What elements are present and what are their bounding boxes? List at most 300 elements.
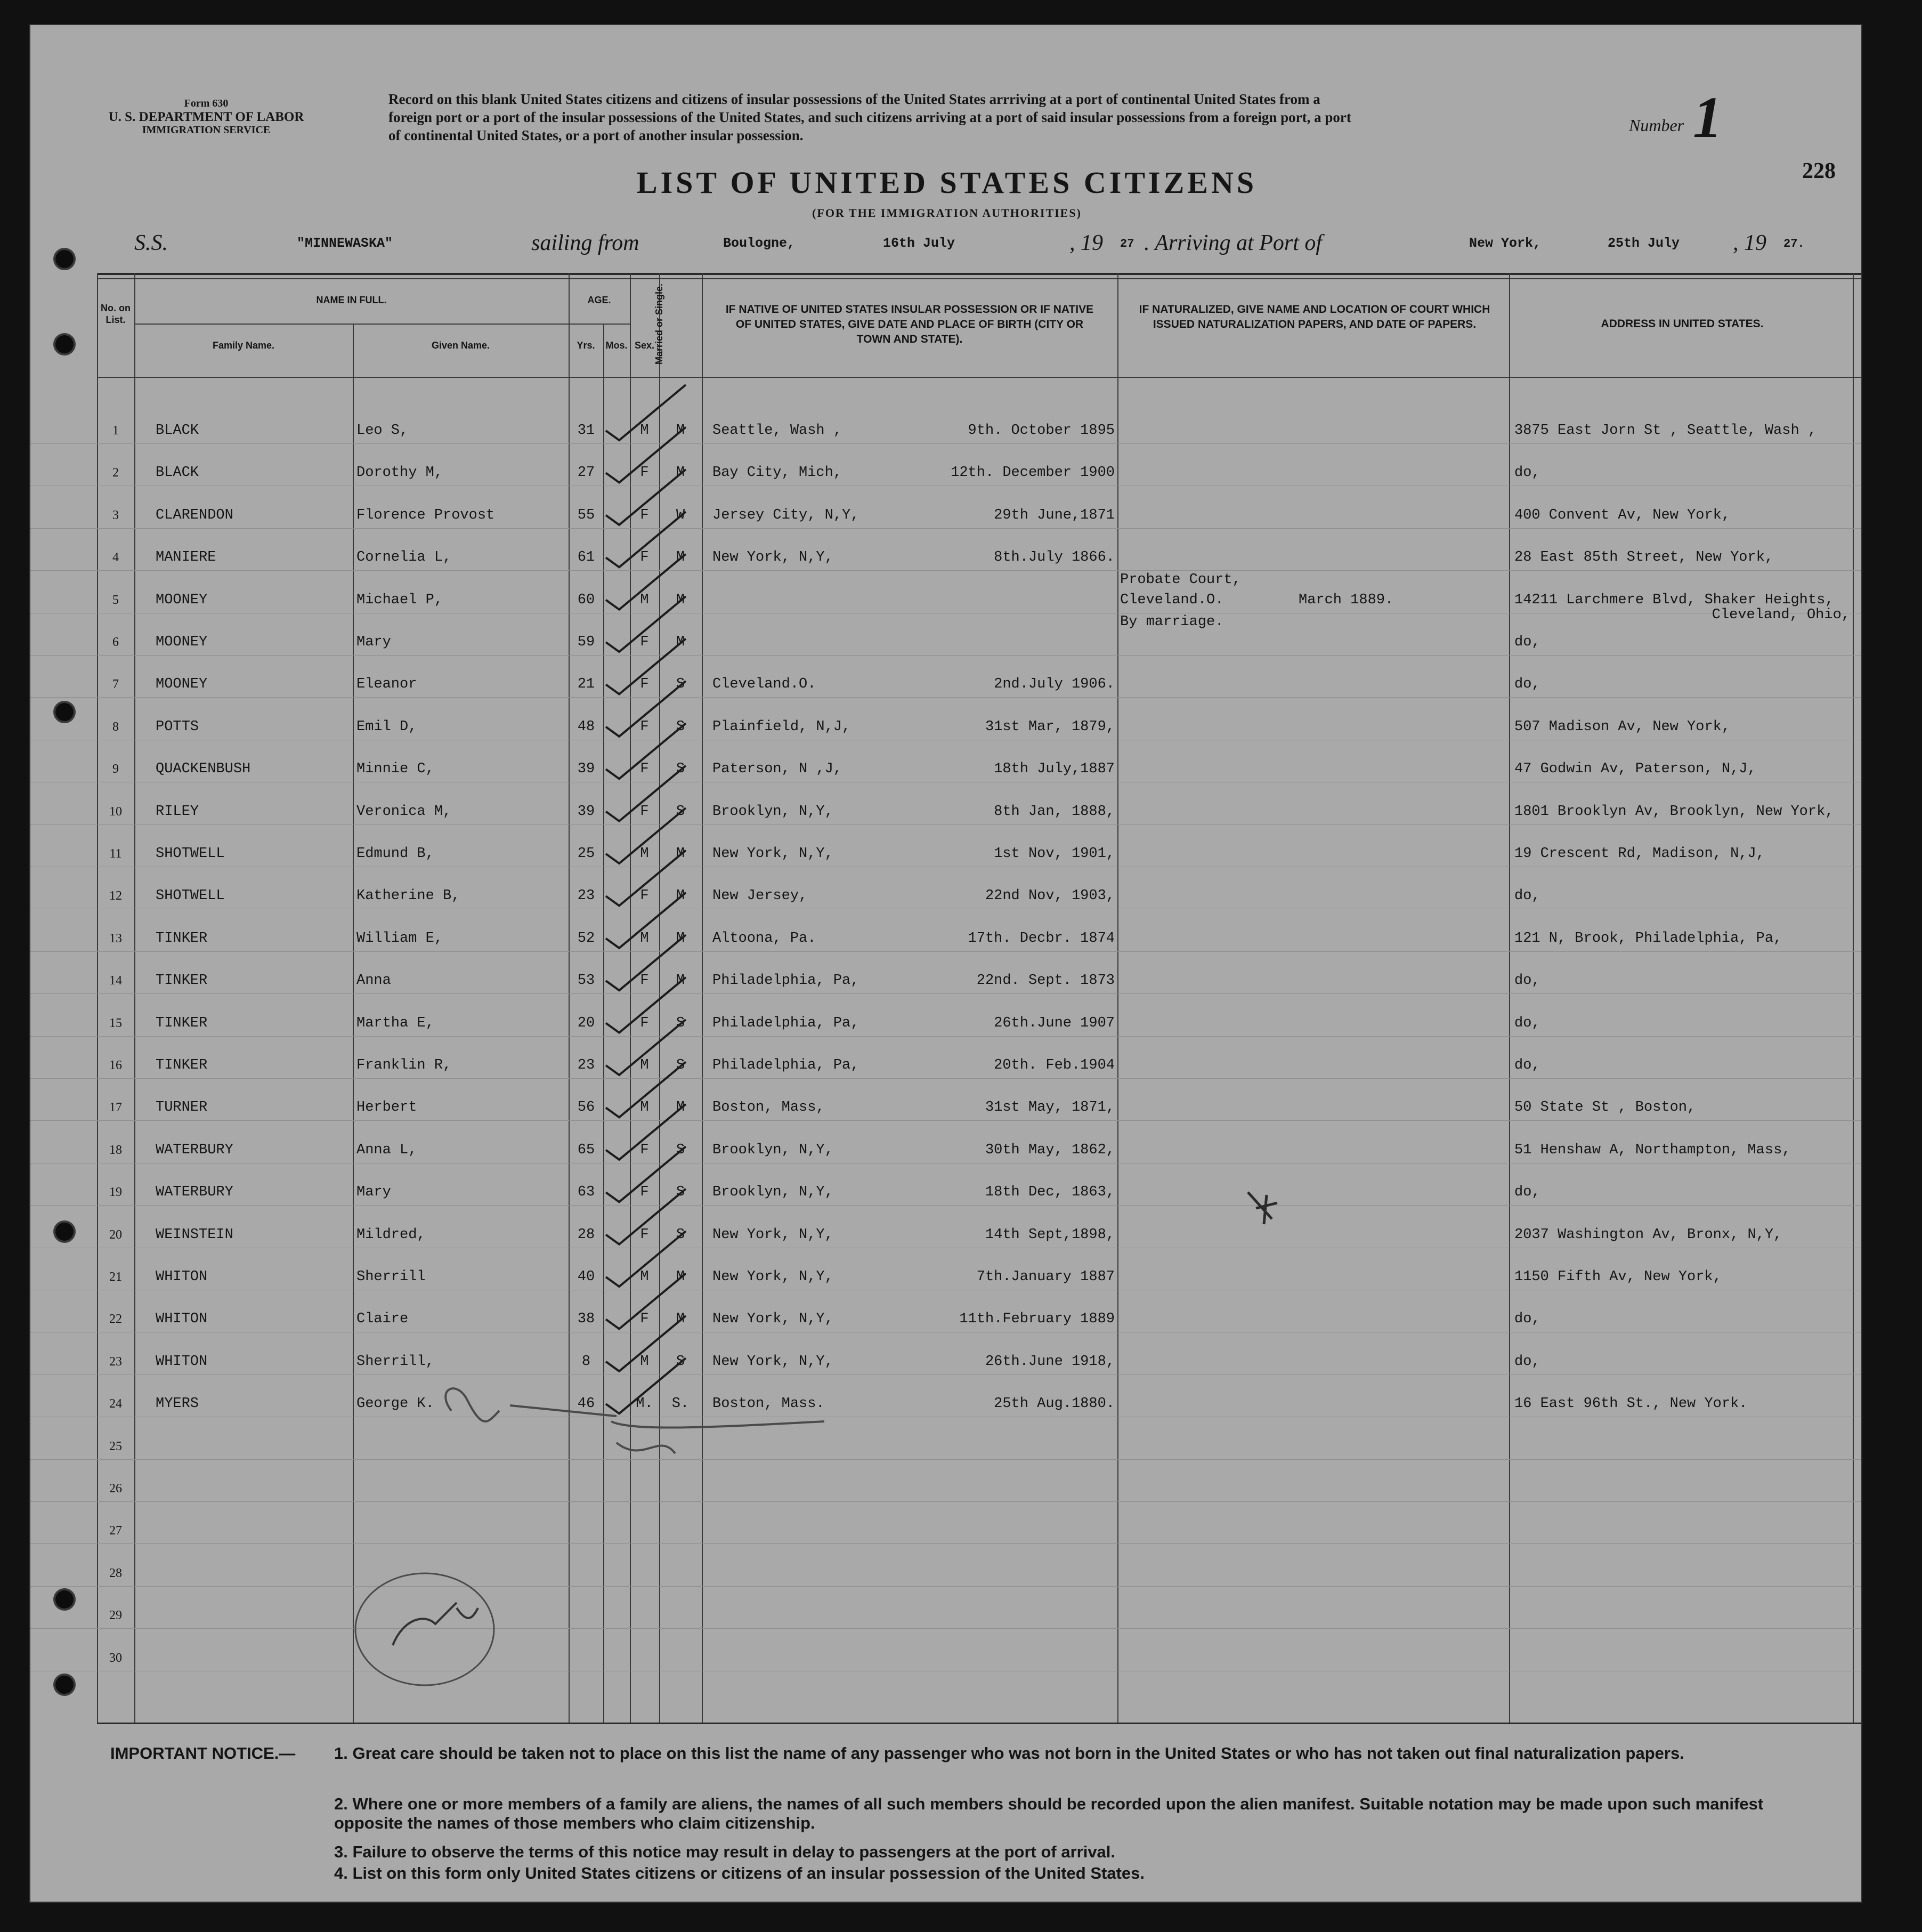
cell-sex: F bbox=[640, 888, 649, 904]
cell-address-continued: Cleveland, Ohio, bbox=[1712, 607, 1850, 623]
document-title: LIST OF UNITED STATES CITIZENS bbox=[636, 165, 1258, 200]
cell-family-name: QUACKENBUSH bbox=[156, 761, 251, 778]
cell-age-years: 31 bbox=[577, 423, 595, 439]
cell-sex: M. bbox=[636, 1396, 653, 1412]
cell-row-number: 20 bbox=[109, 1227, 122, 1242]
cell-sex: F bbox=[640, 634, 649, 650]
cell-age-years: 40 bbox=[577, 1269, 595, 1285]
cell-birth-place: Philadelphia, Pa, bbox=[712, 1015, 859, 1031]
cell-sex: M bbox=[640, 423, 649, 439]
cell-given-name: Sherrill, bbox=[356, 1353, 434, 1370]
cell-sex: M bbox=[640, 930, 649, 947]
cell-naturalization-location: Cleveland.O. bbox=[1120, 592, 1224, 608]
cell-sex: M bbox=[640, 592, 649, 608]
cell-birth-place: New Jersey, bbox=[712, 888, 808, 904]
cell-row-number: 18 bbox=[109, 1143, 122, 1157]
cell-age-years: 39 bbox=[577, 803, 595, 820]
cell-row-number: 15 bbox=[109, 1016, 122, 1030]
cell-marital-status: S bbox=[676, 1015, 685, 1031]
cell-birth-date: 20th. Feb.1904 bbox=[994, 1057, 1115, 1073]
check-mark bbox=[606, 1104, 686, 1160]
cell-sex: F bbox=[640, 718, 649, 735]
cell-family-name: SHOTWELL bbox=[156, 846, 225, 862]
cell-age-years: 20 bbox=[577, 1015, 595, 1031]
cell-marital-status: S bbox=[676, 1142, 685, 1158]
cell-address: do, bbox=[1514, 1353, 1540, 1370]
cell-birth-place: Plainfield, N,J, bbox=[712, 718, 851, 735]
cell-address: do, bbox=[1514, 1311, 1540, 1328]
cell-sex: F bbox=[640, 676, 649, 693]
cell-row-number: 30 bbox=[109, 1651, 122, 1665]
cell-family-name: WHITON bbox=[156, 1311, 208, 1328]
cell-family-name: MYERS bbox=[156, 1396, 199, 1412]
cell-marital-status: M bbox=[676, 888, 685, 904]
check-mark bbox=[606, 808, 686, 863]
cell-birth-place: Philadelphia, Pa, bbox=[712, 1057, 859, 1073]
instructions-line: foreign port or a port of the insular possessions of the United States, and such citizens arriving at a port of said insular possessions from a foreign port, a port bbox=[388, 109, 1351, 125]
cell-address: 51 Henshaw A, Northampton, Mass, bbox=[1514, 1142, 1791, 1158]
cell-age-years: 38 bbox=[577, 1311, 595, 1328]
cell-row-number: 24 bbox=[109, 1397, 122, 1411]
cell-marital-status: S bbox=[676, 676, 685, 693]
cell-naturalization-court: Probate Court, bbox=[1120, 571, 1241, 588]
cell-sex: F bbox=[640, 507, 649, 523]
cell-address: 121 N, Brook, Philadelphia, Pa, bbox=[1514, 930, 1782, 947]
cell-birth-date: 12th. December 1900 bbox=[951, 465, 1115, 481]
cell-age-years: 63 bbox=[577, 1184, 595, 1201]
page-number: 228 bbox=[1802, 159, 1836, 183]
year-from: 27 bbox=[1120, 237, 1134, 250]
cell-address: do, bbox=[1514, 1057, 1540, 1073]
cell-birth-date: 11th.February 1889 bbox=[959, 1311, 1115, 1328]
notice-item: 3. Failure to observe the terms of this notice may result in delay to passengers at the port of arrival. bbox=[334, 1842, 1116, 1861]
ship-name: "MINNEWASKA" bbox=[297, 236, 393, 251]
binder-hole bbox=[53, 1674, 76, 1696]
cell-row-number: 27 bbox=[109, 1524, 122, 1538]
cell-naturalization-date: March 1889. bbox=[1299, 592, 1394, 608]
cell-address: do, bbox=[1514, 634, 1540, 650]
number-label: Number bbox=[1629, 116, 1684, 135]
cell-sex: M bbox=[640, 846, 649, 862]
cell-address: 14211 Larchmere Blvd, Shaker Heights, bbox=[1514, 592, 1834, 608]
cell-age-years: 21 bbox=[577, 676, 595, 693]
check-mark bbox=[606, 1146, 686, 1202]
cell-address: 400 Convent Av, New York, bbox=[1514, 507, 1731, 523]
cell-row-number: 21 bbox=[109, 1270, 122, 1284]
cell-marital-status: S bbox=[676, 803, 685, 820]
cell-marital-status: M bbox=[676, 592, 685, 608]
cell-birth-place: Boston, Mass. bbox=[712, 1396, 825, 1412]
ss-label: S.S. bbox=[134, 231, 168, 255]
cell-row-number: 25 bbox=[109, 1439, 122, 1453]
year-prefix: , 19 bbox=[1069, 231, 1103, 255]
cell-birth-date: 9th. October 1895 bbox=[968, 423, 1115, 439]
cell-birth-place: New York, N,Y, bbox=[712, 1353, 833, 1370]
check-mark bbox=[606, 1273, 686, 1329]
cell-given-name: Edmund B, bbox=[356, 846, 434, 862]
cell-age-years: 59 bbox=[577, 634, 595, 650]
cell-address: 19 Crescent Rd, Madison, N,J, bbox=[1514, 846, 1765, 862]
cell-sex: F bbox=[640, 549, 649, 566]
port-from: Boulogne, bbox=[723, 236, 796, 251]
cell-address: 47 Godwin Av, Paterson, N,J, bbox=[1514, 761, 1756, 778]
cell-family-name: TINKER bbox=[156, 1057, 208, 1073]
check-mark bbox=[606, 1316, 686, 1371]
cell-address: do, bbox=[1514, 465, 1540, 481]
port-to: New York, bbox=[1469, 236, 1542, 251]
cell-row-number: 12 bbox=[109, 889, 122, 903]
cell-given-name: Herbert bbox=[356, 1100, 417, 1116]
cell-given-name: Claire bbox=[356, 1311, 409, 1328]
check-mark bbox=[606, 1358, 686, 1413]
cell-birth-place: New York, N,Y, bbox=[712, 549, 833, 566]
year-prefix-arrival: , 19 bbox=[1733, 231, 1766, 255]
cell-row-number: 3 bbox=[112, 508, 119, 522]
cell-age-years: 23 bbox=[577, 1057, 595, 1073]
cell-marital-status: M bbox=[676, 1311, 685, 1328]
cell-birth-place: Boston, Mass, bbox=[712, 1100, 825, 1116]
cell-marital-status: S bbox=[676, 1184, 685, 1201]
cell-birth-date: 14th Sept,1898, bbox=[985, 1226, 1115, 1243]
check-mark bbox=[606, 766, 686, 821]
cell-given-name: Sherrill bbox=[356, 1269, 426, 1285]
cell-family-name: BLACK bbox=[156, 465, 199, 481]
cell-given-name: Emil D, bbox=[356, 718, 417, 735]
cell-age-years: 53 bbox=[577, 973, 595, 989]
cell-row-number: 6 bbox=[112, 635, 119, 649]
cell-marital-status: S bbox=[676, 1353, 685, 1370]
document-subtitle: (FOR THE IMMIGRATION AUTHORITIES) bbox=[812, 206, 1082, 220]
cell-address: do, bbox=[1514, 1184, 1540, 1201]
cell-given-name: Mary bbox=[356, 634, 391, 650]
date-from: 16th July bbox=[883, 236, 955, 251]
cell-family-name: WATERBURY bbox=[156, 1184, 233, 1201]
cell-birth-date: 8th Jan, 1888, bbox=[994, 803, 1115, 820]
cell-marital-status: S bbox=[676, 1057, 685, 1073]
cell-family-name: BLACK bbox=[156, 423, 199, 439]
date-to: 25th July bbox=[1608, 236, 1680, 251]
cell-family-name: CLARENDON bbox=[156, 507, 233, 523]
cell-family-name: SHOTWELL bbox=[156, 888, 225, 904]
cell-given-name: Leo S, bbox=[356, 423, 409, 439]
cell-marital-status: M bbox=[676, 1269, 685, 1285]
cell-given-name: Dorothy M, bbox=[356, 465, 443, 481]
cell-family-name: POTTS bbox=[156, 718, 199, 735]
check-mark bbox=[606, 512, 686, 567]
check-mark bbox=[606, 385, 686, 440]
cell-row-number: 28 bbox=[109, 1566, 122, 1580]
cell-address: 28 East 85th Street, New York, bbox=[1514, 549, 1774, 566]
cell-birth-place: Brooklyn, N,Y, bbox=[712, 1142, 833, 1158]
header-months: Mos. bbox=[605, 340, 628, 351]
binder-hole bbox=[53, 701, 76, 723]
cell-sex: F bbox=[640, 1184, 649, 1201]
cell-birth-place: New York, N,Y, bbox=[712, 1311, 833, 1328]
cell-birth-place: New York, N,Y, bbox=[712, 1269, 833, 1285]
cell-marital-status: M bbox=[676, 973, 685, 989]
cell-given-name: Florence Provost bbox=[356, 507, 495, 523]
cell-age-years: 52 bbox=[577, 930, 595, 947]
cell-given-name: Mildred, bbox=[356, 1226, 426, 1243]
cell-given-name: Franklin R, bbox=[356, 1057, 452, 1073]
header-address: ADDRESS IN UNITED STATES. bbox=[1601, 318, 1764, 330]
cell-sex: M bbox=[640, 1057, 649, 1073]
check-mark bbox=[606, 1189, 686, 1244]
cell-age-years: 25 bbox=[577, 846, 595, 862]
cell-marital-status: M bbox=[676, 423, 685, 439]
cell-family-name: RILEY bbox=[156, 803, 199, 820]
cell-birth-date: 8th.July 1866. bbox=[994, 549, 1115, 566]
cell-marital-status: M bbox=[676, 930, 685, 947]
cell-age-years: 28 bbox=[577, 1226, 595, 1243]
cell-birth-date: 25th Aug.1880. bbox=[994, 1396, 1115, 1412]
inspector-signature bbox=[445, 1388, 824, 1427]
cell-given-name: George K. bbox=[356, 1396, 434, 1412]
header-age: AGE. bbox=[587, 295, 611, 305]
header-married-or-single: Married or Single. bbox=[654, 283, 664, 365]
cell-birth-date: 17th. Decbr. 1874 bbox=[968, 930, 1115, 947]
cell-age-years: 60 bbox=[577, 592, 595, 608]
cell-birth-date: 22nd Nov, 1903, bbox=[985, 888, 1115, 904]
cell-address: 1150 Fifth Av, New York, bbox=[1514, 1269, 1722, 1285]
cell-family-name: MOONEY bbox=[156, 676, 208, 693]
cell-family-name: MOONEY bbox=[156, 592, 208, 608]
cell-family-name: TINKER bbox=[156, 1015, 208, 1031]
cell-sex: F bbox=[640, 1311, 649, 1328]
notice-item: 2. Where one or more members of a family are aliens, the names of all such members should be recorded upon the alien manifest. Suitable notation may be made upon such manifest opposite the names of those members who claim citizenship. bbox=[334, 1794, 1764, 1832]
cell-birth-place: Jersey City, N,Y, bbox=[712, 507, 859, 523]
check-marks-group bbox=[606, 385, 686, 1413]
cell-age-years: 55 bbox=[577, 507, 595, 523]
cell-family-name: TINKER bbox=[156, 930, 208, 947]
cell-birth-date: 1st Nov, 1901, bbox=[994, 846, 1115, 862]
notice-heading: IMPORTANT NOTICE.— bbox=[110, 1744, 296, 1763]
cell-family-name: TINKER bbox=[156, 973, 208, 989]
service-name: IMMIGRATION SERVICE bbox=[142, 124, 271, 136]
cell-marital-status: S bbox=[676, 761, 685, 778]
cell-given-name: Mary bbox=[356, 1184, 391, 1201]
cell-birth-date: 31st Mar, 1879, bbox=[985, 718, 1115, 735]
check-mark bbox=[606, 638, 686, 694]
cell-row-number: 23 bbox=[109, 1354, 122, 1369]
cell-sex: F bbox=[640, 1142, 649, 1158]
cell-row-number: 1 bbox=[112, 424, 119, 438]
cell-address: 50 State St , Boston, bbox=[1514, 1100, 1696, 1116]
cell-row-number: 26 bbox=[109, 1482, 122, 1496]
cell-row-number: 13 bbox=[109, 931, 122, 945]
circled-stamp bbox=[355, 1573, 494, 1685]
binder-hole bbox=[53, 333, 76, 355]
header-given-name: Given Name. bbox=[431, 340, 490, 351]
cell-age-years: 46 bbox=[577, 1396, 595, 1412]
year-to: 27. bbox=[1783, 237, 1805, 250]
cell-address: do, bbox=[1514, 676, 1540, 693]
cell-birth-place: Philadelphia, Pa, bbox=[712, 973, 859, 989]
check-mark bbox=[606, 681, 686, 737]
cell-address: 3875 East Jorn St , Seattle, Wash , bbox=[1514, 423, 1817, 439]
cell-row-number: 9 bbox=[112, 762, 119, 777]
check-mark bbox=[606, 596, 686, 652]
cell-given-name: Michael P, bbox=[356, 592, 443, 608]
cell-family-name: WHITON bbox=[156, 1269, 208, 1285]
cell-given-name: Eleanor bbox=[356, 676, 417, 693]
cell-birth-place: Bay City, Mich, bbox=[712, 465, 842, 481]
check-mark bbox=[606, 935, 686, 990]
cell-naturalization-court: By marriage. bbox=[1120, 614, 1224, 630]
cell-row-number: 19 bbox=[109, 1185, 122, 1200]
cell-marital-status: M bbox=[676, 846, 685, 862]
cell-sex: F bbox=[640, 465, 649, 481]
cell-birth-place: New York, N,Y, bbox=[712, 846, 833, 862]
cell-given-name: Anna bbox=[356, 973, 391, 989]
cell-row-number: 29 bbox=[109, 1608, 122, 1623]
check-mark bbox=[606, 723, 686, 779]
header-no: No. on List. bbox=[101, 303, 131, 325]
department-name: U. S. DEPARTMENT OF LABOR bbox=[108, 110, 304, 124]
cell-given-name: Cornelia L, bbox=[356, 549, 452, 566]
cell-sex: F bbox=[640, 761, 649, 778]
cell-marital-status: M bbox=[676, 1100, 685, 1116]
cell-address: 507 Madison Av, New York, bbox=[1514, 718, 1731, 735]
sailing-label: sailing from bbox=[531, 231, 639, 255]
circled-annotation bbox=[393, 1603, 478, 1645]
binder-hole bbox=[53, 248, 76, 270]
cell-birth-place: Brooklyn, N,Y, bbox=[712, 1184, 833, 1201]
cell-birth-date: 18th July,1887 bbox=[994, 761, 1115, 778]
cell-row-number: 4 bbox=[112, 551, 119, 565]
check-mark bbox=[606, 893, 686, 948]
cell-birth-date: 2nd.July 1906. bbox=[994, 676, 1115, 693]
cell-address: do, bbox=[1514, 888, 1540, 904]
cell-given-name: Minnie C, bbox=[356, 761, 434, 778]
cell-age-years: 56 bbox=[577, 1100, 595, 1116]
cell-sex: M bbox=[640, 1269, 649, 1285]
cell-row-number: 7 bbox=[112, 677, 119, 692]
cell-family-name: WEINSTEIN bbox=[156, 1226, 233, 1243]
binder-hole bbox=[53, 1220, 76, 1243]
arriving-label: . Arriving at Port of bbox=[1144, 231, 1323, 255]
inspector-initials bbox=[617, 1443, 675, 1453]
header-years: Yrs. bbox=[577, 340, 595, 351]
cell-birth-place: Altoona, Pa. bbox=[712, 930, 816, 947]
check-mark bbox=[606, 1062, 686, 1117]
header-name-in-full: NAME IN FULL. bbox=[316, 295, 387, 305]
check-mark bbox=[606, 977, 686, 1033]
header-naturalized: IF NATURALIZED, GIVE NAME AND LOCATION OF COURT WHICH ISSUED NATURALIZATION PAPERS, AND DATE OF PAPERS. bbox=[1139, 303, 1490, 330]
cell-row-number: 22 bbox=[109, 1312, 122, 1327]
cell-marital-status: M bbox=[676, 549, 685, 566]
list-number: 1 bbox=[1693, 85, 1722, 150]
cell-birth-date: 26th.June 1918, bbox=[985, 1353, 1115, 1370]
cell-row-number: 11 bbox=[109, 847, 122, 861]
handwritten-marks bbox=[30, 25, 1862, 1903]
cell-row-number: 14 bbox=[109, 974, 122, 988]
cell-given-name: Martha E, bbox=[356, 1015, 434, 1031]
cell-birth-place: New York, N,Y, bbox=[712, 1226, 833, 1243]
notice-item: 4. List on this form only United States citizens or citizens of an insular possession of the United States. bbox=[334, 1864, 1145, 1882]
cell-birth-date: 7th.January 1887 bbox=[976, 1269, 1115, 1285]
check-mark bbox=[606, 1231, 686, 1287]
cell-row-number: 17 bbox=[109, 1101, 122, 1115]
cell-sex: F bbox=[640, 1015, 649, 1031]
cell-birth-date: 18th Dec, 1863, bbox=[985, 1184, 1115, 1201]
cell-marital-status: S bbox=[676, 1226, 685, 1243]
cell-age-years: 8 bbox=[581, 1353, 591, 1370]
cell-given-name: Anna L, bbox=[356, 1142, 417, 1158]
cell-address: do, bbox=[1514, 973, 1540, 989]
cell-sex: M bbox=[640, 1353, 649, 1370]
cell-age-years: 48 bbox=[577, 718, 595, 735]
check-mark bbox=[606, 427, 686, 482]
header-family-name: Family Name. bbox=[212, 340, 275, 351]
cell-address: 2037 Washington Av, Bronx, N,Y, bbox=[1514, 1226, 1782, 1243]
cell-age-years: 27 bbox=[577, 465, 595, 481]
cell-row-number: 8 bbox=[112, 720, 119, 734]
cell-family-name: MANIERE bbox=[156, 549, 216, 566]
check-mark bbox=[606, 850, 686, 906]
cell-family-name: WATERBURY bbox=[156, 1142, 233, 1158]
cell-birth-date: 29th June,1871 bbox=[994, 507, 1115, 523]
cell-given-name: Katherine B, bbox=[356, 888, 460, 904]
cell-address: 1801 Brooklyn Av, Brooklyn, New York, bbox=[1514, 803, 1834, 820]
margin-scribble bbox=[1248, 1192, 1277, 1224]
cell-age-years: 65 bbox=[577, 1142, 595, 1158]
binder-hole bbox=[53, 1588, 76, 1611]
cell-birth-place: Seattle, Wash , bbox=[712, 423, 842, 439]
cell-age-years: 61 bbox=[577, 549, 595, 566]
header-native-birth: IF NATIVE OF UNITED STATES INSULAR POSSESSION OR IF NATIVE OF UNITED STATES, GIVE DATE AND PLACE OF BIRTH (CITY OR TOWN AND STATE). bbox=[725, 303, 1094, 345]
cell-marital-status: M bbox=[676, 634, 685, 650]
cell-row-number: 10 bbox=[109, 804, 122, 819]
cell-row-number: 16 bbox=[109, 1058, 122, 1072]
cell-sex: F bbox=[640, 1226, 649, 1243]
cell-family-name: TURNER bbox=[156, 1100, 208, 1116]
instructions-line: Record on this blank United States citizens and citizens of insular possessions of the United States arrriving at a port of continental United States from a bbox=[388, 91, 1320, 107]
instructions-line: of continental United States, or a port of another insular possession. bbox=[388, 127, 804, 143]
notice-item: 1. Great care should be taken not to place on this list the name of any passenger who was not born in the United States or who has not taken out final naturalization papers. bbox=[334, 1744, 1684, 1763]
cell-birth-place: Brooklyn, N,Y, bbox=[712, 803, 833, 820]
manifest-sheet bbox=[29, 24, 1862, 1903]
cell-birth-place: Cleveland.O. bbox=[712, 676, 816, 693]
cell-given-name: Veronica M, bbox=[356, 803, 452, 820]
cell-birth-date: 22nd. Sept. 1873 bbox=[976, 973, 1115, 989]
cell-marital-status: M bbox=[676, 465, 685, 481]
cell-address: do, bbox=[1514, 1015, 1540, 1031]
cell-address: 16 East 96th St., New York. bbox=[1514, 1396, 1748, 1412]
check-mark bbox=[606, 554, 686, 610]
cell-marital-status: S. bbox=[671, 1396, 690, 1412]
cell-marital-status: W bbox=[676, 507, 685, 523]
cell-sex: F bbox=[640, 973, 649, 989]
cell-marital-status: S bbox=[676, 718, 685, 735]
cell-family-name: MOONEY bbox=[156, 634, 208, 650]
header-sex: Sex. bbox=[634, 340, 655, 351]
cell-birth-date: 26th.June 1907 bbox=[994, 1015, 1115, 1031]
cell-birth-place: Paterson, N ,J, bbox=[712, 761, 842, 778]
cell-sex: F bbox=[640, 803, 649, 820]
cell-family-name: WHITON bbox=[156, 1353, 208, 1370]
cell-age-years: 39 bbox=[577, 761, 595, 778]
cell-row-number: 2 bbox=[112, 466, 119, 480]
cell-birth-date: 31st May, 1871, bbox=[985, 1100, 1115, 1116]
cell-age-years: 23 bbox=[577, 888, 595, 904]
cell-given-name: William E, bbox=[356, 930, 443, 947]
cell-row-number: 5 bbox=[112, 593, 119, 607]
check-mark bbox=[606, 1020, 686, 1075]
form-number: Form 630 bbox=[184, 98, 229, 109]
check-mark bbox=[606, 470, 686, 525]
cell-sex: M bbox=[640, 1100, 649, 1116]
